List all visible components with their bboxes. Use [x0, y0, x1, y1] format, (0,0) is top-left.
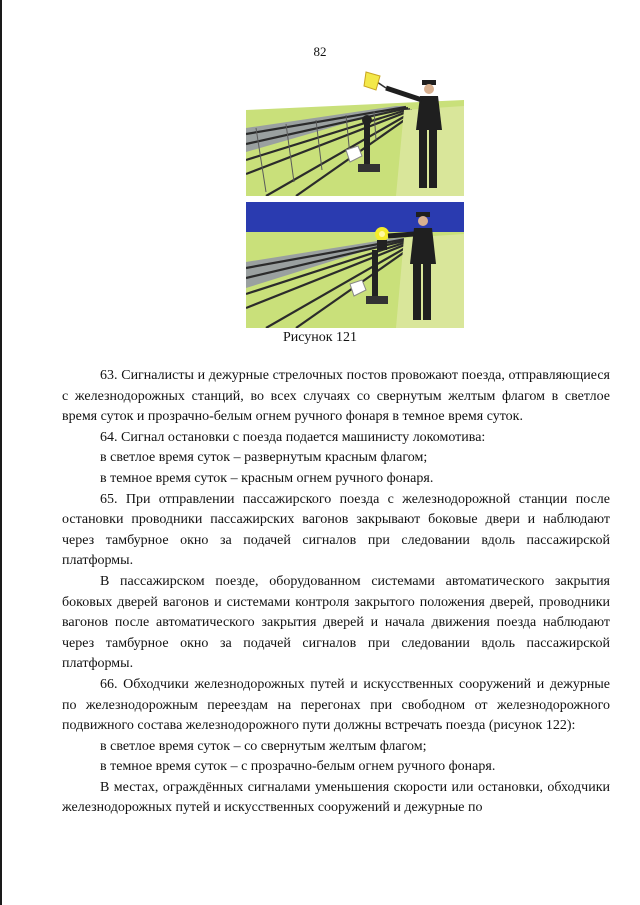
paragraph-64-day: в светлое время суток – развернутым красным флагом;	[100, 450, 428, 466]
night-lantern	[375, 227, 389, 250]
figure-night-illustration	[246, 202, 464, 328]
night-sky	[246, 202, 464, 232]
paragraph-64: 64. Сигнал остановки с поезда подается машинисту локомотива:	[100, 429, 486, 445]
figure-caption: Рисунок 121	[282, 330, 358, 345]
night-scene-svg	[246, 202, 464, 328]
paragraph-63: 63. Сигналисты и дежурные стрелочных постов провожают поезда, отправляющиеся с железнодорожных станций, во всех случаях со свернутым желтым флагом в светлое время суток и прозрачно-белым огнем ручного фонаря в темное время суток.	[62, 368, 610, 425]
body-text	[62, 366, 610, 819]
paragraph-66-day: в светлое время суток – со свернутым желтым флагом;	[100, 738, 427, 754]
paragraph-67: В местах, ограждённых сигналами уменьшения скорости или остановки, обходчики железнодорожных путей и искусственных сооружений и дежурные по	[62, 779, 610, 816]
paragraph-65-auto-doors: В пассажирском поезде, оборудованном системами автоматического закрытия боковых дверей вагонов и системами контроля закрытого положения дверей, проводники вагонов после автоматического закрытия дверей и начала движения поезда наблюдают через тамбурное окно за подачей сигналов при следовании вдоль пассажирской платформы.	[62, 573, 610, 672]
day-scene-svg	[246, 70, 464, 196]
page-number: 82	[313, 44, 327, 59]
figure-day-illustration	[246, 70, 464, 196]
paragraph-66: 66. Обходчики железнодорожных путей и искусственных сооружений и дежурные по железнодорожным переездам на перегонах при свободном от железнодорожного подвижного состава железнодорожного пути должны встречать поезда (рисунок 122):	[62, 676, 610, 734]
paragraph-66-night: в темное время суток – с прозрачно-белым огнем ручного фонаря.	[100, 759, 496, 775]
paragraph-64-night: в темное время суток – красным огнем ручного фонаря.	[100, 470, 434, 486]
paragraph-65: 65. При отправлении пассажирского поезда с железнодорожной станции после остановки проводники пассажирских вагонов закрывают боковые двери и наблюдают через тамбурное окно за подачей сигналов при следовании вдоль пассажирской платформы.	[62, 491, 610, 569]
